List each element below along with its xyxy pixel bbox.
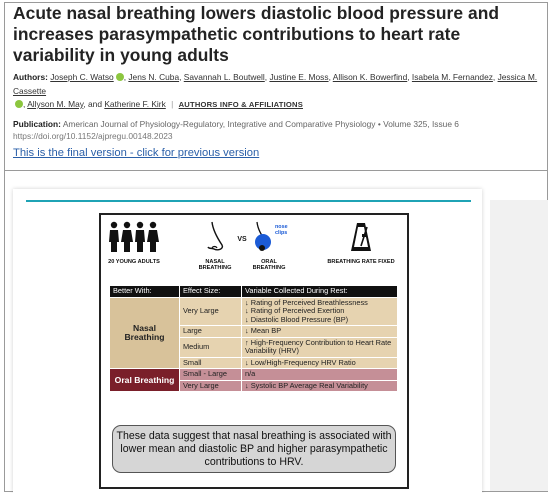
variable-cell: ↑ High-Frequency Contribution to Heart Rate Variability (HRV) (242, 337, 398, 357)
author-link[interactable]: Katherine F. Kirk (104, 99, 166, 109)
author-link[interactable]: Jessica M. Cassette (13, 72, 538, 96)
table-row (110, 297, 398, 326)
oral-group (249, 221, 289, 272)
effect-size-cell: Medium (180, 337, 242, 357)
icons-row (101, 215, 407, 277)
author-link[interactable]: Savannah L. Boutwell (183, 72, 265, 82)
effect-size-cell: Small (180, 357, 242, 369)
effect-size-cell: Large (180, 326, 242, 338)
volume-issue: Volume 325, Issue 6 (383, 118, 459, 129)
nasal-group (197, 221, 233, 272)
author-link[interactable]: Joseph C. Watso (50, 72, 114, 82)
variable-cell: ↓ Rating of Perceived Breathlessness ↓ Rating of Perceived Exertion ↓ Diastolic Blood Pressure (BP) (242, 297, 398, 326)
separator: | (171, 99, 174, 109)
summary-box: These data suggest that nasal breathing is associated with lower mean and diastolic BP and higher parasympathetic contributions to HRV. (112, 425, 396, 473)
graphical-abstract[interactable] (99, 213, 409, 489)
metronome-icon (349, 221, 373, 253)
vs-label: VS (237, 236, 247, 243)
variable-cell: ↓ Low/High-Frequency HRV Ratio (242, 357, 398, 369)
oral-label: ORAL BREATHING (252, 258, 286, 271)
effect-size-cell: Very Large (180, 380, 242, 392)
people-icon (108, 221, 160, 253)
author-link[interactable]: Allyson M. May (27, 99, 84, 109)
results-table (109, 285, 398, 392)
nose-clips-label: nose clips (275, 224, 288, 236)
orcid-icon[interactable] (116, 73, 124, 81)
authors-label: Authors (13, 72, 46, 82)
effect-size-cell: Small - Large (180, 369, 242, 381)
doi-link[interactable]: https://doi.org/10.1152/ajpregu.00148.2023 (13, 130, 173, 141)
rate-group (325, 221, 397, 265)
variable-cell: ↓ Mean BP (242, 326, 398, 338)
journal-name: American Journal of Physiology-Regulatory, Integrative and Comparative Physiology (62, 118, 376, 129)
table-row (110, 369, 398, 381)
participants-label: 20 YOUNG ADULTS (108, 258, 160, 265)
oral-breathing-cell: Oral Breathing (110, 369, 180, 392)
table-header: Variable Collected During Rest: (242, 286, 398, 298)
article-header (13, 3, 543, 161)
variable-cell: ↓ Systolic BP Average Real Variability (242, 380, 398, 392)
author-link[interactable]: Justine E. Moss (269, 72, 329, 82)
accent-rule (26, 200, 471, 202)
nose-icon (200, 221, 230, 253)
article-title: Acute nasal breathing lowers diastolic blood pressure and increases parasympathetic contributions to heart rate variability in young adults (13, 3, 500, 65)
authors-line: Authors: Joseph C. Watso , Jens N. Cuba, Savannah L. Boutwell, Justine E. Moss, Allison K. Bowerfind, Isabela M. Fernandez, Jessica M. Cassette , Allyson M. May, and Katherine F. Kirk | AUTHORS INFO & AFFILIATIONS (13, 72, 538, 109)
section-divider (4, 170, 548, 171)
nasal-label: NASAL BREATHING (198, 258, 232, 271)
publication-line: Publication: American Journal of Physiology-Regulatory, Integrative and Comparative Physiology • Volume 325, Issue 6 (13, 118, 459, 129)
publication-label: Publication (13, 118, 59, 129)
effect-size-cell: Very Large (180, 297, 242, 326)
orcid-icon[interactable] (15, 100, 23, 108)
final-version-link[interactable]: This is the final version - click for previous version (13, 146, 260, 159)
figure-card (13, 189, 482, 493)
table-header: Better With: (110, 286, 180, 298)
author-link[interactable]: Allison K. Bowerfind (332, 72, 408, 82)
nasal-breathing-cell: Nasal Breathing (110, 297, 180, 369)
rate-label: BREATHING RATE FIXED (327, 258, 395, 265)
table-header-row (110, 286, 398, 298)
side-panel (490, 200, 548, 491)
and-text: , and (83, 99, 102, 109)
author-link[interactable]: Jens N. Cuba (128, 72, 180, 82)
participants-group (105, 221, 163, 265)
author-link[interactable]: Isabela M. Fernandez (411, 72, 493, 82)
table-header: Effect Size: (180, 286, 242, 298)
authors-affiliations-link[interactable]: AUTHORS INFO & AFFILIATIONS (178, 100, 303, 109)
variable-cell: n/a (242, 369, 398, 381)
